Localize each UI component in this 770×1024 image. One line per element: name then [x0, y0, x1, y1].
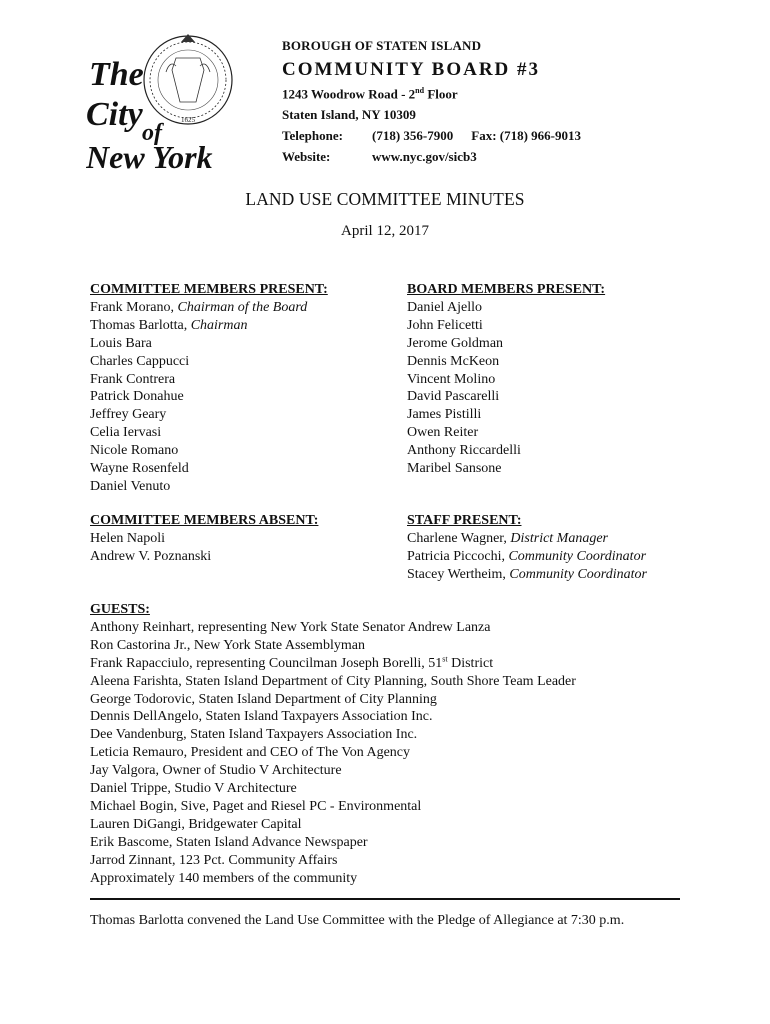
staff-line: Stacey Wertheim, Community Coordinator	[407, 566, 647, 582]
document-title: LAND USE COMMITTEE MINUTES	[245, 189, 525, 209]
svg-text:New York: New York	[86, 139, 213, 175]
staff-line: Patricia Piccochi, Community Coordinator	[407, 548, 647, 564]
guest-line: George Todorovic, Staten Island Department of City Planning	[90, 691, 437, 707]
committee-absent-section	[90, 512, 318, 566]
section-heading: BOARD MEMBERS PRESENT:	[407, 282, 606, 297]
letterhead	[282, 38, 581, 165]
svg-text:of: of	[142, 120, 162, 146]
member-line: Andrew V. Poznanski	[90, 548, 212, 564]
member-line: Charles Cappucci	[90, 353, 190, 369]
section-heading: COMMITTEE MEMBERS PRESENT:	[90, 282, 328, 297]
member-line: Dennis McKeon	[407, 353, 500, 369]
member-line: Thomas Barlotta, Chairman	[90, 317, 248, 333]
member-line: Maribel Sansone	[407, 461, 502, 477]
member-line: Vincent Molino	[407, 371, 496, 387]
member-line: Daniel Ajello	[407, 299, 483, 315]
telephone-line: Telephone: (718) 356-7900 Fax: (718) 966-9013	[282, 128, 582, 144]
section-heading: COMMITTEE MEMBERS ABSENT:	[90, 513, 319, 528]
guest-line: Lauren DiGangi, Bridgewater Capital	[90, 816, 302, 832]
closing-paragraph: Thomas Barlotta convened the Land Use Committee with the Pledge of Allegiance at 7:30 p.m.	[90, 913, 625, 928]
svg-text:The: The	[89, 56, 144, 93]
member-line: David Pascarelli	[407, 389, 500, 405]
guest-line: Erik Bascome, Staten Island Advance Newspaper	[90, 834, 368, 850]
horizontal-divider	[90, 898, 680, 900]
guest-line: Dee Vandenburg, Staten Island Taxpayers Association Inc.	[90, 727, 418, 743]
svg-text:City: City	[86, 96, 143, 133]
member-line: Frank Morano, Chairman of the Board	[90, 299, 308, 315]
member-line: John Felicetti	[407, 317, 483, 333]
website-line: Website: www.nyc.gov/sicb3	[282, 149, 477, 165]
meeting-date: April 12, 2017	[341, 223, 429, 239]
section-heading: STAFF PRESENT:	[407, 513, 522, 528]
address-line: 1243 Woodrow Road - 2nd Floor	[282, 86, 458, 102]
guest-line: Anthony Reinhart, representing New York State Senator Andrew Lanza	[90, 619, 491, 635]
member-line: Helen Napoli	[90, 530, 166, 546]
city-line: Staten Island, NY 10309	[282, 107, 416, 123]
guest-line: Jay Valgora, Owner of Studio V Architecture	[90, 763, 342, 779]
member-line: Daniel Venuto	[90, 478, 171, 494]
member-line: Celia Iervasi	[90, 425, 162, 441]
committee-present-section	[90, 281, 328, 496]
city-of-new-york-logo	[86, 30, 236, 180]
member-line: James Pistilli	[407, 407, 482, 423]
member-line: Jeffrey Geary	[90, 407, 167, 423]
section-heading: GUESTS:	[90, 602, 150, 617]
staff-present-section	[407, 512, 647, 584]
staff-line: Charlene Wagner, District Manager	[407, 530, 609, 546]
guest-line: Dennis DellAngelo, Staten Island Taxpayers Association Inc.	[90, 709, 433, 725]
member-line: Louis Bara	[90, 335, 152, 351]
guest-line: Approximately 140 members of the community	[90, 870, 358, 886]
member-line: Frank Contrera	[90, 371, 176, 387]
seal-icon	[86, 30, 236, 180]
guests-section	[90, 601, 576, 888]
community-board-name: COMMUNITY BOARD #3	[282, 59, 541, 80]
member-line: Nicole Romano	[90, 443, 179, 459]
guest-line: Leticia Remauro, President and CEO of The Von Agency	[90, 745, 410, 761]
member-line: Anthony Riccardelli	[407, 443, 521, 459]
guest-line: Jarrod Zinnant, 123 Pct. Community Affairs	[90, 852, 338, 868]
borough-name: BOROUGH OF STATEN ISLAND	[282, 38, 482, 53]
member-line: Jerome Goldman	[407, 335, 504, 351]
guest-line: Aleena Farishta, Staten Island Department of City Planning, South Shore Team Leader	[90, 673, 576, 689]
guest-line: Frank Rapacciulo, representing Councilman Joseph Borelli, 51st District	[90, 654, 494, 671]
member-line: Wayne Rosenfeld	[90, 461, 189, 477]
svg-text:1625: 1625	[181, 116, 195, 124]
guest-line: Daniel Trippe, Studio V Architecture	[90, 781, 297, 797]
guest-line: Ron Castorina Jr., New York State Assemblyman	[90, 637, 365, 653]
board-present-section	[407, 281, 605, 478]
member-line: Owen Reiter	[407, 425, 479, 441]
member-line: Patrick Donahue	[90, 389, 184, 405]
guest-line: Michael Bogin, Sive, Paget and Riesel PC - Environmental	[90, 798, 422, 814]
